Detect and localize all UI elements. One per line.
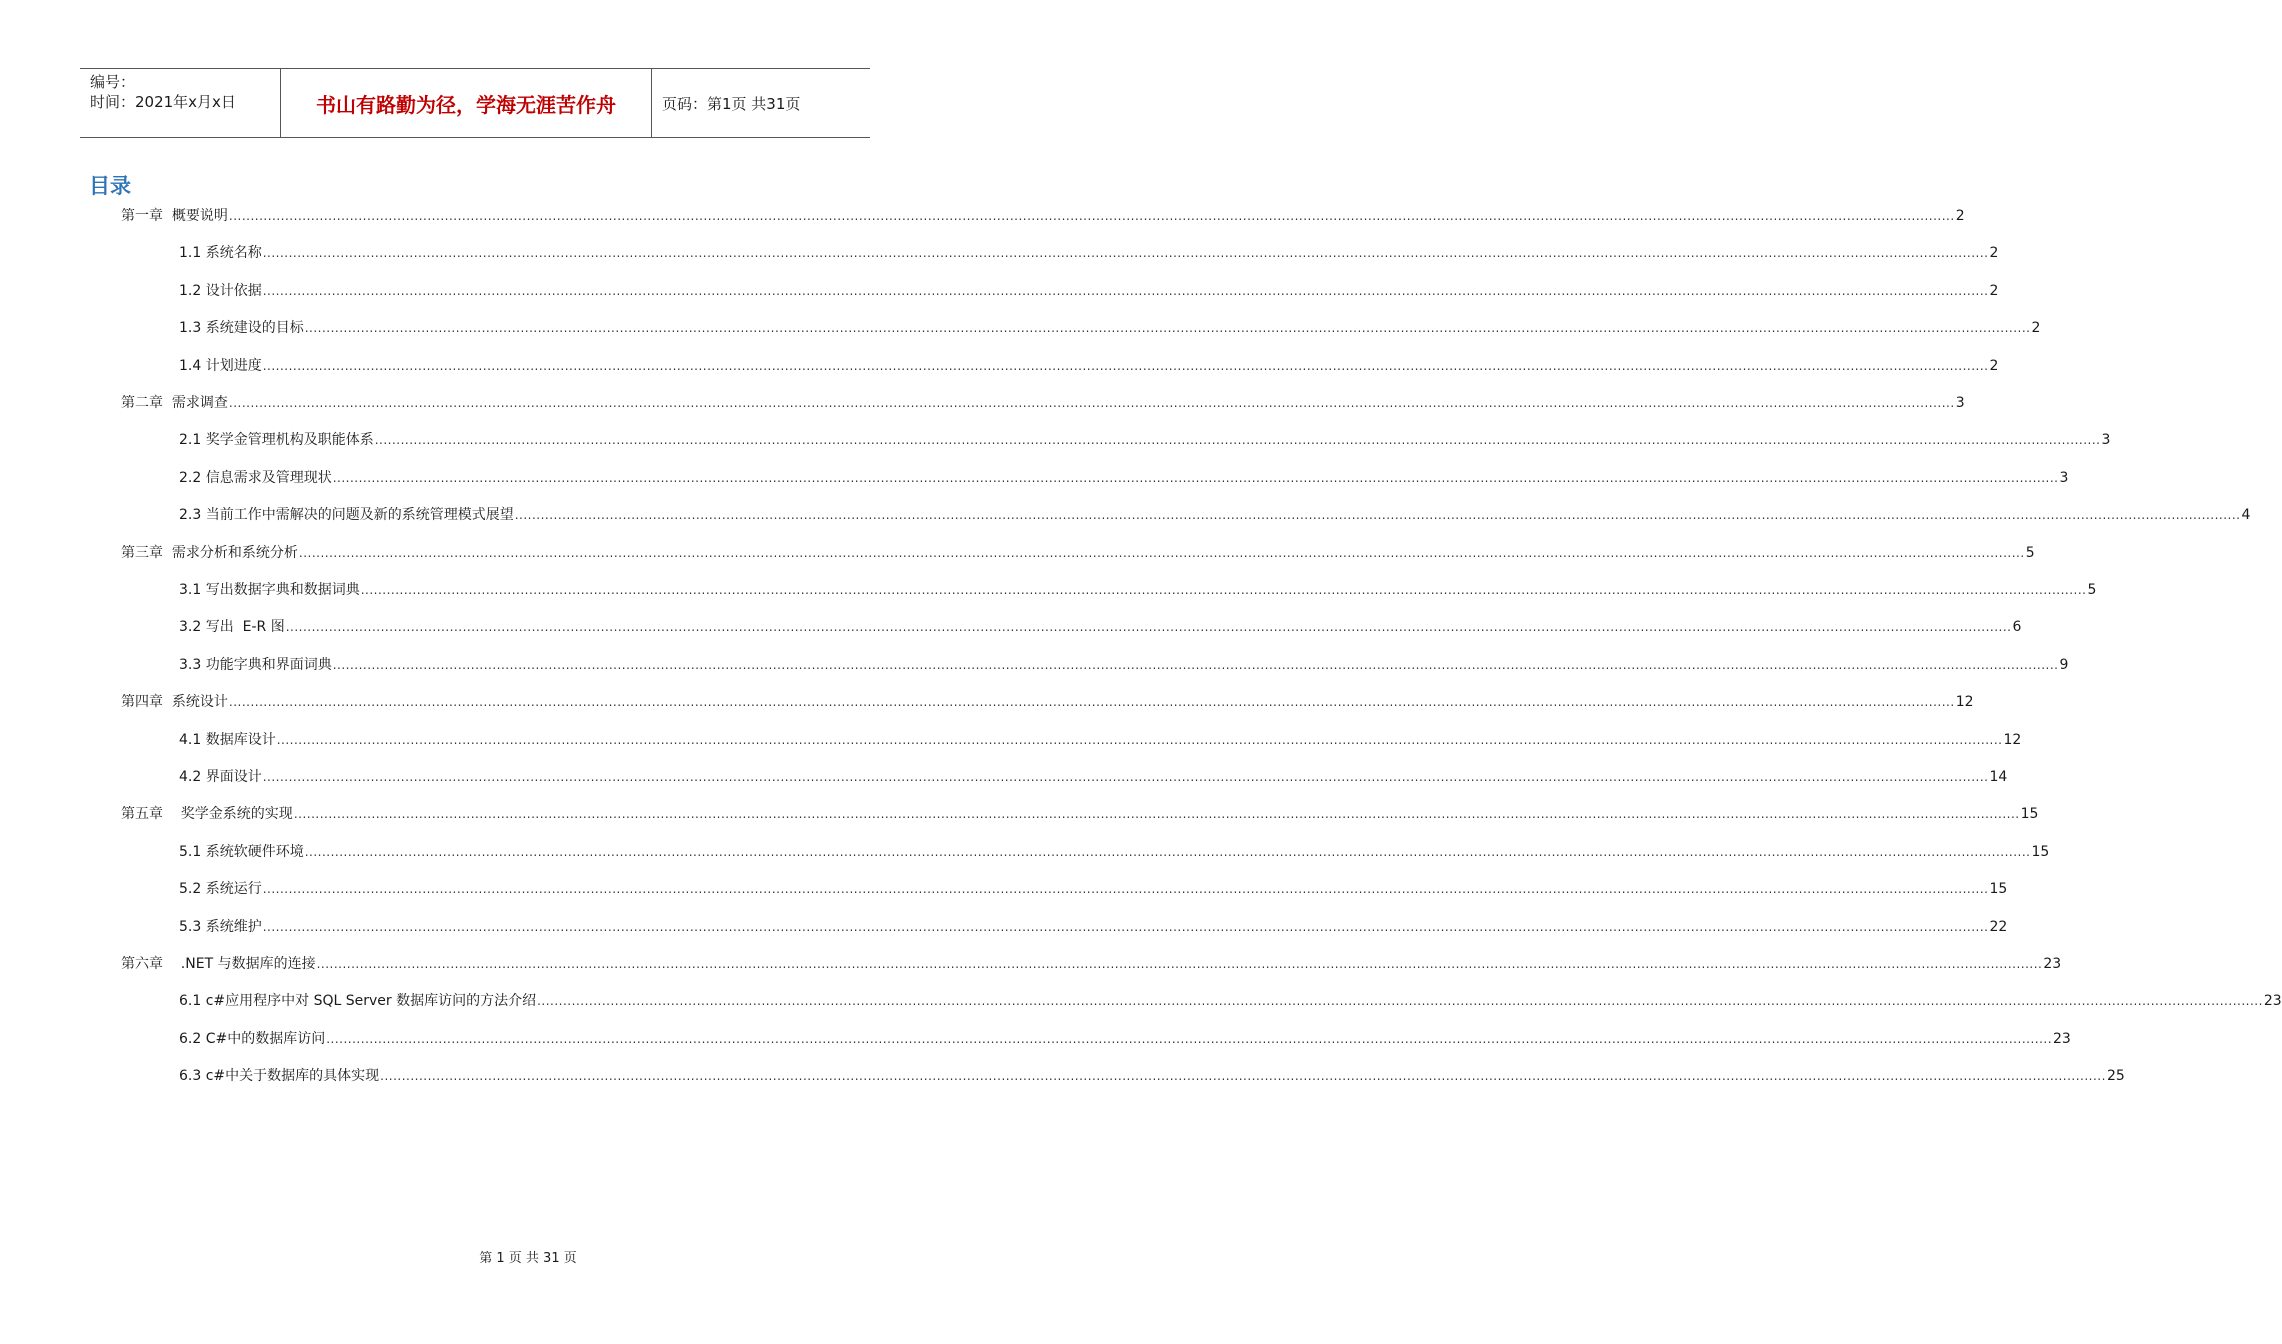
toc-entry-label: 第四章 系统设计 — [121, 694, 228, 711]
toc-leader-dots: ................................................................................................................................................................................................................................................................................................................................................................................................................ — [228, 695, 1955, 710]
toc-section-entry[interactable] — [179, 766, 2008, 788]
toc-chapter-entry[interactable] — [121, 205, 1965, 227]
toc-entry-page: 23 — [2043, 956, 2062, 972]
toc-entry-label: 第三章 需求分析和系统分析 — [121, 544, 298, 561]
document-time-label: 时间：2021年x月x日 — [90, 93, 236, 111]
toc-entry-label: 1.4 计划进度 — [179, 357, 262, 374]
toc-entry-page: 5 — [2025, 544, 2035, 561]
toc-leader-dots: ................................................................................................................................................................................................................................................................................................................................................................................................................ — [374, 433, 2101, 448]
toc-entry-label: 6.2 C#中的数据库访问 — [179, 1030, 326, 1047]
toc-leader-dots: ................................................................................................................................................................................................................................................................................................................................................................................................................ — [276, 732, 2003, 747]
toc-chapter-entry[interactable] — [121, 953, 2062, 975]
toc-leader-dots: ................................................................................................................................................................................................................................................................................................................................................................................................................ — [514, 508, 2241, 523]
toc-section-entry[interactable] — [179, 654, 2069, 676]
toc-leader-dots: ................................................................................................................................................................................................................................................................................................................................................................................................................ — [262, 882, 1989, 897]
toc-entry-page: 15 — [2020, 806, 2039, 823]
toc-leader-dots: ................................................................................................................................................................................................................................................................................................................................................................................................................ — [304, 844, 2031, 859]
toc-leader-dots: ................................................................................................................................................................................................................................................................................................................................................................................................................ — [262, 283, 1989, 298]
toc-section-entry[interactable] — [179, 504, 2251, 526]
toc-entry-page: 15 — [1989, 881, 2008, 898]
toc-entry-label: 第六章 .NET 与数据库的连接 — [121, 956, 316, 972]
toc-leader-dots: ................................................................................................................................................................................................................................................................................................................................................................................................................ — [304, 321, 2031, 336]
toc-chapter-entry[interactable] — [121, 803, 2039, 825]
toc-section-entry[interactable] — [179, 1028, 2071, 1050]
toc-entry-page: 12 — [2003, 731, 2022, 748]
toc-entry-page: 2 — [1955, 208, 1965, 224]
toc-chapter-entry[interactable] — [121, 542, 2035, 564]
toc-entry-page: 5 — [2087, 582, 2097, 598]
toc-entry-page: 14 — [1989, 769, 2008, 785]
toc-leader-dots: ................................................................................................................................................................................................................................................................................................................................................................................................................ — [316, 957, 2043, 971]
toc-entry-label: 第二章 需求调查 — [121, 395, 228, 411]
toc-entry-page: 3 — [2101, 432, 2111, 449]
toc-entry-page: 6 — [2012, 619, 2022, 636]
toc-entry-label: 2.1 奖学金管理机构及职能体系 — [179, 432, 374, 449]
toc-leader-dots: ................................................................................................................................................................................................................................................................................................................................................................................................................ — [228, 396, 1955, 410]
document-number-label: 编号： — [90, 73, 136, 91]
toc-entry-label: 第一章 概要说明 — [121, 208, 228, 224]
toc-entry-label: 4.1 数据库设计 — [179, 731, 276, 748]
toc-entry-label: 1.2 设计依据 — [179, 282, 262, 299]
toc-leader-dots: ................................................................................................................................................................................................................................................................................................................................................................................................................ — [228, 209, 1955, 223]
toc-entry-page: 2 — [1989, 357, 1999, 374]
toc-entry-label: 2.3 当前工作中需解决的问题及新的系统管理模式展望 — [179, 507, 514, 524]
toc-leader-dots: ................................................................................................................................................................................................................................................................................................................................................................................................................ — [285, 620, 2012, 635]
toc-entry-label: 4.2 界面设计 — [179, 769, 262, 785]
toc-entry-page: 3 — [1955, 395, 1965, 411]
toc-entry-label: 1.3 系统建设的目标 — [179, 320, 304, 337]
toc-entry-page: 15 — [2031, 843, 2050, 860]
toc-entry-page: 23 — [2263, 993, 2282, 1010]
toc-section-entry[interactable] — [179, 916, 2008, 938]
header-page-info: 页码：第1页 共31页 — [662, 94, 801, 113]
toc-entry-page: 2 — [2031, 320, 2041, 337]
toc-leader-dots: ................................................................................................................................................................................................................................................................................................................................................................................................................ — [293, 807, 2020, 822]
toc-entry-label: 3.1 写出数据字典和数据词典 — [179, 582, 360, 598]
toc-section-entry[interactable] — [179, 990, 2282, 1012]
toc-leader-dots: ................................................................................................................................................................................................................................................................................................................................................................................................................ — [332, 657, 2059, 672]
toc-entry-label: 6.1 c#应用程序中对 SQL Server 数据库访问的方法介绍 — [179, 993, 537, 1010]
toc-entry-label: 6.3 c#中关于数据库的具体实现 — [179, 1068, 380, 1085]
toc-entry-label: 2.2 信息需求及管理现状 — [179, 469, 332, 486]
toc-section-entry[interactable] — [179, 355, 1999, 377]
toc-entry-label: 第五章 奖学金系统的实现 — [121, 806, 293, 823]
toc-entry-label: 5.2 系统运行 — [179, 881, 262, 898]
toc-leader-dots: ................................................................................................................................................................................................................................................................................................................................................................................................................ — [298, 545, 2025, 560]
toc-leader-dots: ................................................................................................................................................................................................................................................................................................................................................................................................................ — [360, 583, 2087, 597]
toc-entry-page: 4 — [2241, 507, 2251, 524]
toc-section-entry[interactable] — [179, 579, 2097, 601]
toc-entry-label: 3.3 功能字典和界面词典 — [179, 656, 332, 673]
toc-leader-dots: ................................................................................................................................................................................................................................................................................................................................................................................................................ — [380, 1069, 2106, 1084]
toc-section-entry[interactable] — [179, 616, 2022, 638]
toc-entry-page: 2 — [1989, 245, 1999, 262]
toc-entry-page: 9 — [2059, 656, 2069, 673]
toc-entry-page: 2 — [1989, 282, 1999, 299]
toc-section-entry[interactable] — [179, 729, 2022, 751]
toc-entry-label: 1.1 系统名称 — [179, 245, 262, 262]
toc-section-entry[interactable] — [179, 280, 1999, 302]
toc-section-entry[interactable] — [179, 317, 2041, 339]
toc-entry-page: 12 — [1955, 694, 1974, 711]
toc-section-entry[interactable] — [179, 1065, 2125, 1087]
toc-section-entry[interactable] — [179, 242, 1999, 264]
toc-chapter-entry[interactable] — [121, 691, 1974, 713]
toc-leader-dots: ................................................................................................................................................................................................................................................................................................................................................................................................................ — [326, 1031, 2053, 1046]
toc-section-entry[interactable] — [179, 467, 2069, 489]
toc-leader-dots: ................................................................................................................................................................................................................................................................................................................................................................................................................ — [537, 994, 2263, 1009]
page-footer: 第 1 页 共 31 页 — [479, 1251, 577, 1266]
toc-chapter-entry[interactable] — [121, 392, 1965, 414]
toc-section-entry[interactable] — [179, 841, 2050, 863]
toc-entry-label: 3.2 写出 E-R 图 — [179, 619, 285, 636]
toc-entry-label: 5.3 系统维护 — [179, 918, 262, 935]
toc-section-entry[interactable] — [179, 429, 2111, 451]
header-meta — [80, 69, 280, 137]
toc-section-entry[interactable] — [179, 878, 2008, 900]
toc-leader-dots: ................................................................................................................................................................................................................................................................................................................................................................................................................ — [262, 246, 1989, 261]
toc-entry-page: 22 — [1989, 918, 2008, 935]
page-header — [80, 68, 870, 138]
toc-entry-page: 23 — [2053, 1030, 2071, 1047]
toc-leader-dots: ................................................................................................................................................................................................................................................................................................................................................................................................................ — [332, 470, 2059, 485]
toc-leader-dots: ................................................................................................................................................................................................................................................................................................................................................................................................................ — [262, 919, 1989, 934]
header-motto: 书山有路勤为径，学海无涯苦作舟 — [280, 69, 652, 137]
toc-leader-dots: ................................................................................................................................................................................................................................................................................................................................................................................................................ — [262, 770, 1989, 784]
toc-entry-page: 3 — [2059, 469, 2069, 486]
toc-leader-dots: ................................................................................................................................................................................................................................................................................................................................................................................................................ — [262, 358, 1989, 373]
toc-entry-label: 5.1 系统软硬件环境 — [179, 843, 304, 860]
toc-entry-page: 25 — [2106, 1068, 2125, 1085]
toc-title: 目录 — [89, 174, 131, 198]
